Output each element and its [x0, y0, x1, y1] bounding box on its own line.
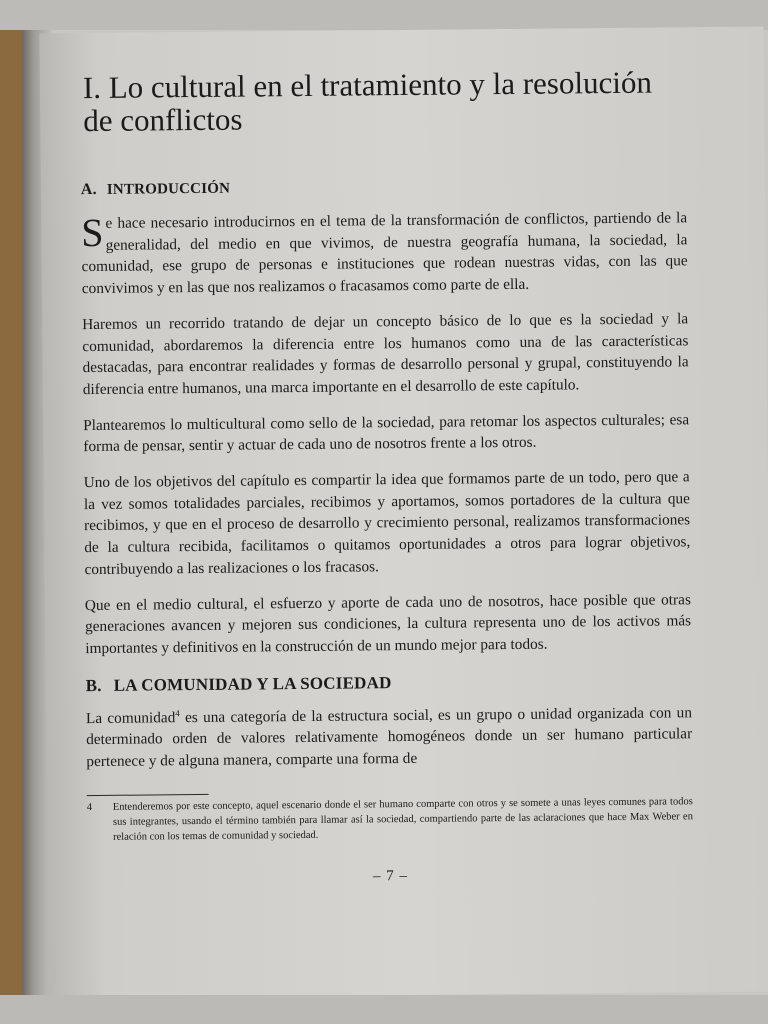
intro-paragraph-3: Plantearemos lo multicultural como sello de la sociedad, para retomar los aspectos culturales; esa forma de pensar, sentir y actuar de cada uno de nosotros frente a los otros.: [83, 410, 690, 456]
intro-paragraph-1: [81, 207, 688, 300]
chapter-title-text: Lo cultural en el tratamiento y la resolución de conflictos: [83, 64, 653, 139]
section-b-paragraph-rest: es una categoría de la estructura social, es un grupo o unidad organizada con un determinado orden de valores relativamente homogéneos donde un ser humano particular pertenece y de alguna manera, comparte una forma de: [86, 703, 693, 771]
photo-background-bottom: [0, 995, 768, 1024]
section-b-paragraph-start: La comunidad: [85, 708, 176, 727]
chapter-title: [83, 65, 687, 137]
footnote-number: 4: [86, 801, 93, 813]
section-a-title: INTRODUCCIÓN: [106, 180, 231, 198]
section-b-paragraph-1: [86, 698, 693, 773]
book-page: [39, 27, 768, 999]
section-a-heading: [81, 175, 687, 199]
footnote: [87, 794, 693, 845]
footnote-text: Entenderemos por este concepto, aquel escenario donde el ser humano comparte con otros y se somete a unas leyes comunes para todos sus integrantes, usando el término también para llamar así la sociedad, compartiendo parte de las aclaraciones que hace Max Weber en relación con los temas de comunidad y sociedad.: [112, 796, 693, 843]
section-b-title: LA COMUNIDAD Y LA SOCIEDAD: [113, 672, 392, 695]
chapter-number: I.: [82, 69, 102, 106]
section-b-letter: B.: [85, 675, 102, 695]
section-b-heading: [86, 670, 692, 696]
section-a-letter: A.: [80, 180, 97, 199]
intro-paragraph-2: Haremos un recorrido tratando de dejar un concepto básico de lo que es la sociedad y la comunidad, abordaremos la diferencia entre los humanos como una de las características destacadas, para encontrar realidades y formas de desarrollo personal y grupal, constituyendo la diferencia entre humanos, una marca importante en el desarrollo de este capítulo.: [82, 310, 689, 399]
intro-paragraph-1-text: e hace necesario introducirnos en el tema de la transformación de conflictos, partiendo de la generalidad, del medio en que vivimos, de nuestra geografía humana, la sociedad, la comunidad, ese grupo de personas e instituciones que rodean nuestras vidas, con las que convivimos y en las que nos realizamos o fracasamos como parte de ella.: [81, 209, 688, 298]
drop-cap: S: [81, 209, 104, 256]
intro-paragraph-4: Uno de los objetivos del capítulo es compartir la idea que formamos parte de un todo, pero que a la vez somos totalidades parciales, recibimos y aportamos, somos portadores de la cultura que recibimos, y que en el proceso de desarrollo y crecimiento personal, realizamos transformaciones de la cultura recibida, facilitamos o quitamos oportunidades a otros para lograr objetivos, contribuyendo a las realizaciones o los fracasos.: [83, 468, 691, 578]
page-content: [80, 55, 694, 888]
page-number: – 7 –: [372, 867, 409, 885]
footnote-reference: 4: [175, 707, 180, 718]
book-binding: [0, 30, 22, 995]
photo-background-top: [0, 0, 768, 30]
intro-paragraph-5: Que en el medio cultural, el esfuerzo y aporte de cada uno de nosotros, hace posible que otras generaciones avancen y mejoren sus condiciones, la cultura representa uno de los activos más importantes y definitivos en la construcción de un mundo mejor para todos.: [84, 590, 692, 658]
footnote-separator: [87, 794, 209, 796]
